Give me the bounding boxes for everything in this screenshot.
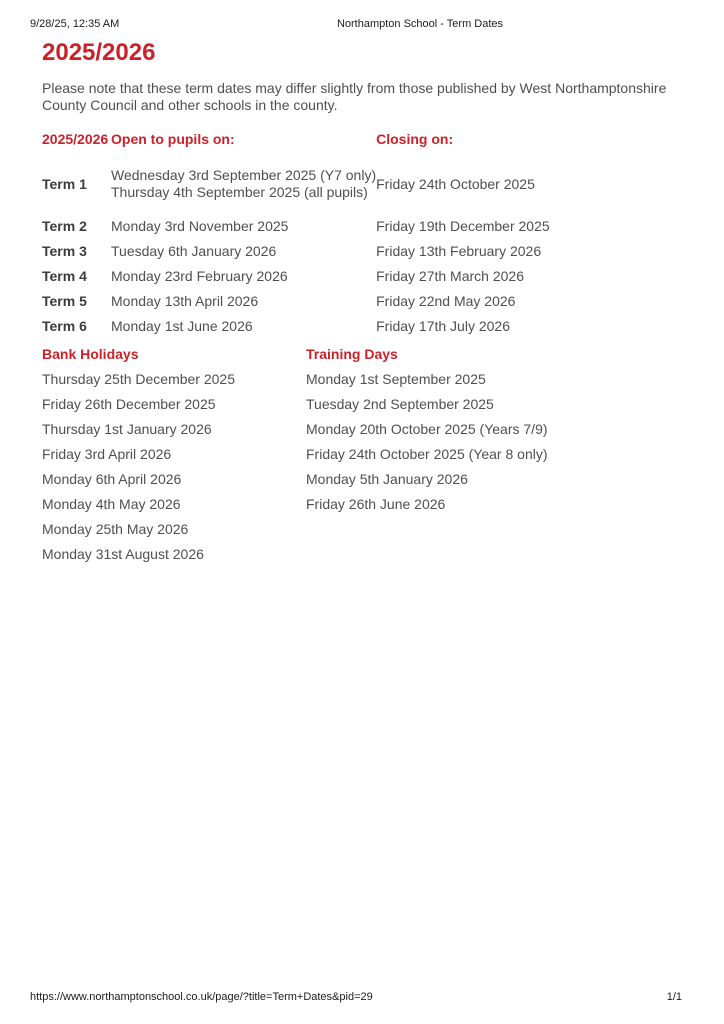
training-day-item: Friday 26th June 2026 [306,496,446,512]
bank-holiday-item: Monday 4th May 2026 [42,496,181,512]
training-day-item: Tuesday 2nd September 2025 [306,396,494,412]
term-label: Term 4 [42,268,87,284]
training-day-item: Friday 24th October 2025 (Year 8 only) [306,446,548,462]
term-closing-date: Friday 22nd May 2026 [376,293,516,309]
col-header-closing: Closing on: [376,131,454,147]
list-row [42,392,548,417]
empty-cell [306,517,548,542]
holidays-training-table [42,342,548,567]
list-row [42,517,548,542]
term-open-line-1: Wednesday 3rd September 2025 (Y7 only) [111,167,377,183]
term-row-4 [42,264,550,289]
bank-holiday-item: Monday 31st August 2026 [42,546,204,562]
term-open-dates: Monday 23rd February 2026 [111,268,288,284]
bank-holiday-item: Friday 26th December 2025 [42,396,216,412]
term-open-dates: Monday 3rd November 2025 [111,218,289,234]
term-row-3 [42,239,550,264]
term-label: Term 1 [42,175,87,192]
term-open-dates [111,154,376,214]
bank-holiday-item: Thursday 1st January 2026 [42,421,212,437]
bank-holidays-heading: Bank Holidays [42,346,139,362]
term-table-header-row [42,131,550,154]
term-closing-date: Friday 13th February 2026 [376,243,542,259]
list-row [42,467,548,492]
list-row [42,367,548,392]
term-row-6 [42,314,550,339]
training-day-item: Monday 20th October 2025 (Years 7/9) [306,421,548,437]
term-label: Term 6 [42,318,87,334]
term-closing-date: Friday 27th March 2026 [376,268,524,284]
empty-cell [306,542,548,567]
list-row [42,542,548,567]
term-row-2 [42,214,550,239]
bank-holiday-item: Monday 6th April 2026 [42,471,182,487]
term-closing-date: Friday 17th July 2026 [376,318,510,334]
bank-holiday-item: Friday 3rd April 2026 [42,446,172,462]
term-open-dates: Monday 1st June 2026 [111,318,253,334]
list-row [42,442,548,467]
term-label: Term 2 [42,218,87,234]
term-dates-table [42,131,550,339]
term-label: Term 3 [42,243,87,259]
print-url: https://www.northamptonschool.co.uk/page/?title=Term+Dates&pid=29 [30,991,373,1003]
bank-holiday-item: Monday 25th May 2026 [42,521,189,537]
term-open-dates: Monday 13th April 2026 [111,293,259,309]
col-header-year: 2025/2026 [42,131,109,147]
page-heading: 2025/2026 [42,39,156,66]
page-content [42,40,690,567]
list-row [42,417,548,442]
training-days-heading: Training Days [306,346,398,362]
term-open-dates: Tuesday 6th January 2026 [111,243,277,259]
training-day-item: Monday 5th January 2026 [306,471,468,487]
lists-header-row [42,342,548,367]
term-row-1 [42,154,550,214]
print-document-title: Northampton School - Term Dates [336,18,504,30]
col-header-open: Open to pupils on: [111,131,235,147]
term-open-line-2: Thursday 4th September 2025 (all pupils) [111,184,368,200]
term-closing-date: Friday 24th October 2025 [376,175,535,192]
intro-paragraph: Please note that these term dates may differ slightly from those published by West Northamptonshire County Council and other schools in the county. [42,80,667,113]
training-day-item: Monday 1st September 2025 [306,371,486,387]
term-label: Term 5 [42,293,87,309]
term-row-5 [42,289,550,314]
print-datetime: 9/28/25, 12:35 AM [30,18,120,30]
list-row [42,492,548,517]
print-page-number: 1/1 [666,991,682,1003]
bank-holiday-item: Thursday 25th December 2025 [42,371,235,387]
term-closing-date: Friday 19th December 2025 [376,218,550,234]
